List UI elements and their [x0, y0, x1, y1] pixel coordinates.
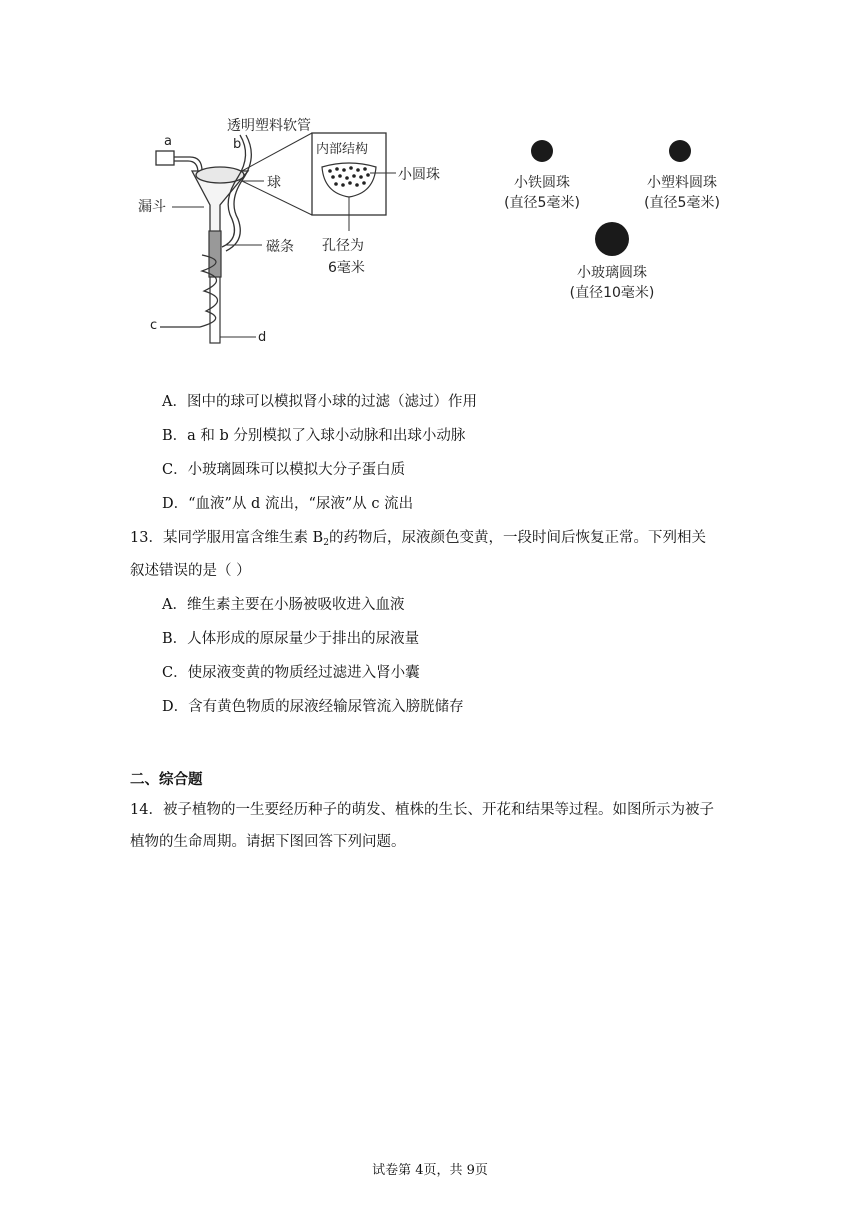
- tube-label: 透明塑料软管: [227, 118, 311, 134]
- q12-option-c: C．小玻璃圆珠可以模拟大分子蛋白质: [162, 462, 406, 478]
- plastic-bead: [669, 140, 691, 162]
- plastic-bead-name: 小塑料圆珠: [647, 175, 717, 191]
- q12-option-b: B．a 和 b 分别模拟了入球小动脉和出球小动脉: [162, 428, 466, 444]
- q12-option-a: A．图中的球可以模拟肾小球的过滤（滤过）作用: [162, 394, 477, 410]
- q14-stem-line1: 14．被子植物的一生要经历种子的萌发、植株的生长、开花和结果等过程。如图所示为被子: [130, 802, 714, 818]
- plastic-bead-size: (直径5毫米): [644, 195, 720, 211]
- q13-stem-line1: 13．某同学服用富含维生素 $B_2$的药物后，尿液颜色变黄，一段时间后恢复正常。下列相关: [130, 530, 706, 548]
- q13-option-c: C．使尿液变黄的物质经过滤进入肾小囊: [162, 665, 420, 681]
- glass-bead-name: 小玻璃圆珠: [577, 265, 647, 281]
- small-bead-label: 小圆珠: [398, 167, 440, 183]
- apparatus-diagram: [130, 115, 750, 355]
- a-box: [156, 151, 174, 165]
- pore-label-2: 6毫米: [328, 260, 365, 276]
- label-b: b: [233, 137, 242, 152]
- label-d: d: [258, 330, 267, 345]
- ball-label: 球: [267, 175, 281, 191]
- inner-structure-label: 内部结构: [316, 142, 369, 157]
- iron-bead: [531, 140, 553, 162]
- ball: [196, 167, 244, 183]
- kidney-model-figure: [130, 115, 750, 355]
- funnel-label: 漏斗: [138, 199, 166, 215]
- q13-stem-line2: 叙述错误的是（ ）: [130, 563, 251, 579]
- q12-option-d: D．“血液”从 d 流出，“尿液”从 c 流出: [162, 496, 414, 512]
- page-footer: 试卷第 4页，共 9页: [372, 1163, 488, 1178]
- q14-stem-line2: 植物的生命周期。请据下图回答下列问题。: [130, 834, 406, 850]
- magnet-label: 磁条: [266, 239, 294, 255]
- q13-option-a: A．维生素主要在小肠被吸收进入血液: [162, 597, 405, 613]
- magnet-strip: [209, 231, 221, 277]
- section-heading: 二、综合题: [130, 772, 203, 788]
- q13-option-b: B．人体形成的原尿量少于排出的尿液量: [162, 631, 420, 647]
- label-c: c: [150, 318, 158, 333]
- subscript: 2: [323, 538, 329, 548]
- q13-option-d: D．含有黄色物质的尿液经输尿管流入膀胱储存: [162, 699, 464, 715]
- iron-bead-size: (直径5毫米): [504, 195, 580, 211]
- pore-label-1: 孔径为: [322, 238, 364, 254]
- glass-bead: [595, 222, 629, 256]
- glass-bead-size: (直径10毫米): [569, 285, 655, 301]
- iron-bead-name: 小铁圆珠: [514, 175, 570, 191]
- label-a: a: [164, 134, 172, 149]
